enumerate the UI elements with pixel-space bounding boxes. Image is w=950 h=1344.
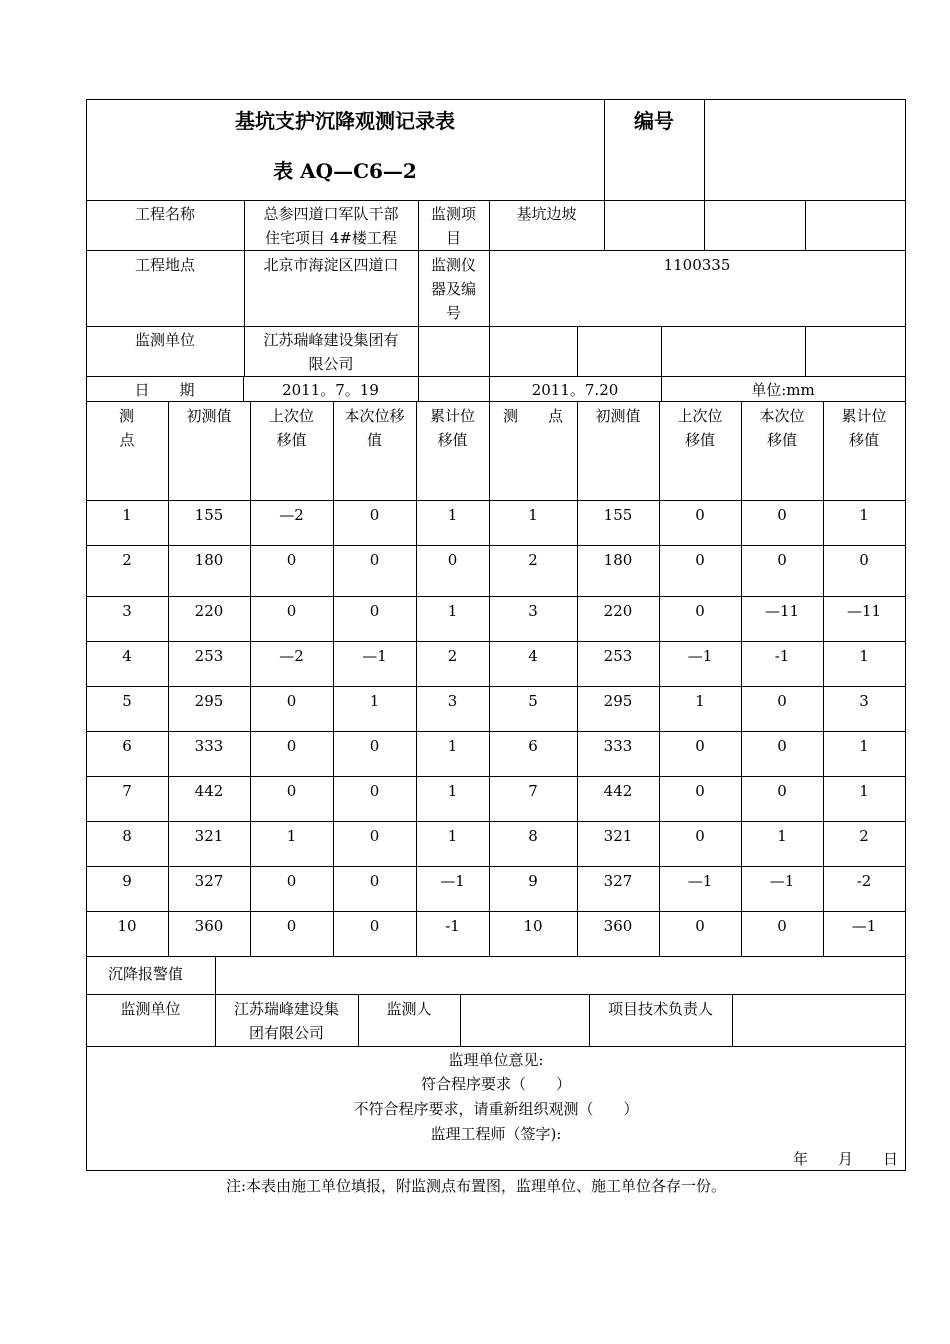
col-prev-2-line: 移值 xyxy=(684,431,715,449)
cell-cumulative-2: 1 xyxy=(859,647,869,665)
cell-initial-2: 253 xyxy=(603,647,633,665)
date-second: 2011。7.20 xyxy=(531,381,619,399)
cell-initial: 327 xyxy=(194,872,224,890)
cell-prev: —2 xyxy=(279,506,304,524)
col-current-line: 本次位移 xyxy=(344,407,405,425)
cell-prev: 1 xyxy=(286,827,297,845)
cell-cumulative: 1 xyxy=(447,737,458,755)
footer-unit-value xyxy=(215,997,358,1045)
col-current xyxy=(333,404,416,452)
signature-date: 年 月 日 xyxy=(792,1150,898,1168)
cell-point-2: 7 xyxy=(528,782,538,800)
cell-current: 0 xyxy=(369,506,380,524)
instrument-label-line: 号 xyxy=(445,304,461,322)
footer-unit-value-line: 团有限公司 xyxy=(248,1024,324,1042)
cell-cumulative-2: 2 xyxy=(859,827,869,845)
measure-unit: 单位:mm xyxy=(751,381,815,399)
cell-initial-2: 321 xyxy=(603,827,633,845)
cell-initial: 180 xyxy=(194,551,224,569)
cell-cumulative-2: 1 xyxy=(859,506,869,524)
cell-current: 0 xyxy=(369,551,380,569)
cell-prev: 0 xyxy=(286,872,297,890)
col-prev-line: 移值 xyxy=(276,431,307,449)
cell-point-2: 5 xyxy=(528,692,538,710)
cell-initial-2: 220 xyxy=(603,602,633,620)
cell-prev-2: 0 xyxy=(695,827,705,845)
cell-point-2: 6 xyxy=(528,737,538,755)
monitor-item-label-line: 监测项 xyxy=(430,205,476,223)
cell-current-2: 0 xyxy=(777,917,787,935)
noncompliant-option[interactable]: 不符合程序要求，请重新组织观测（ ） xyxy=(353,1100,639,1118)
cell-initial-2: 327 xyxy=(603,872,633,890)
cell-cumulative: 0 xyxy=(447,551,458,569)
col-initial: 初测值 xyxy=(186,407,232,425)
compliant-option[interactable]: 符合程序要求（ ） xyxy=(420,1075,571,1093)
cell-point-2: 1 xyxy=(528,506,538,524)
cell-current: —1 xyxy=(362,647,387,665)
cell-current-2: 0 xyxy=(777,506,787,524)
cell-initial: 442 xyxy=(194,782,224,800)
cell-cumulative-2: 1 xyxy=(859,737,869,755)
cell-prev-2: 0 xyxy=(695,506,705,524)
cell-cumulative-2: 0 xyxy=(859,551,869,569)
instrument-value: 1100335 xyxy=(663,256,731,274)
project-name-line: 总参四道口军队干部 xyxy=(263,205,399,223)
cell-point-2: 2 xyxy=(528,551,538,569)
cell-current-2: 0 xyxy=(777,692,787,710)
cell-cumulative: —1 xyxy=(440,872,465,890)
cell-point: 2 xyxy=(122,551,132,569)
cell-point-2: 10 xyxy=(523,917,543,935)
cell-cumulative: 1 xyxy=(447,782,458,800)
cell-initial: 360 xyxy=(194,917,224,935)
cell-current-2: 0 xyxy=(777,737,787,755)
cell-initial-2: 295 xyxy=(603,692,633,710)
alarm-label: 沉降报警值 xyxy=(108,965,184,983)
supervision-opinion: 监理单位意见: xyxy=(448,1051,544,1069)
col-point-line: 点 xyxy=(119,431,135,449)
project-name-line: 住宅项目 4#楼工程 xyxy=(265,229,397,247)
cell-initial: 220 xyxy=(194,602,224,620)
cell-point-2: 3 xyxy=(528,602,538,620)
cell-current-2: 0 xyxy=(777,551,787,569)
cell-prev: 0 xyxy=(286,551,297,569)
cell-initial-2: 155 xyxy=(603,506,633,524)
cell-initial-2: 333 xyxy=(603,737,633,755)
cell-current: 0 xyxy=(369,872,380,890)
col-prev xyxy=(250,404,333,452)
col-point xyxy=(86,404,168,452)
cell-prev-2: 0 xyxy=(695,602,705,620)
cell-current-2: 0 xyxy=(777,782,787,800)
cell-point: 10 xyxy=(117,917,137,935)
cell-current-2: 1 xyxy=(777,827,787,845)
instrument-label-line: 监测仪 xyxy=(430,256,476,274)
location-label: 工程地点 xyxy=(134,256,195,274)
col-cumulative xyxy=(416,404,489,452)
footer-unit-value-line: 江苏瑞峰建设集 xyxy=(233,1000,339,1018)
col-point-line: 测 xyxy=(118,407,134,425)
unit-value-line: 江苏瑞峰建设集团有 xyxy=(263,331,399,349)
cell-cumulative: 1 xyxy=(447,827,458,845)
cell-prev: 0 xyxy=(286,782,297,800)
cell-point: 9 xyxy=(122,872,132,890)
instrument-label-line: 器及编 xyxy=(430,280,476,298)
cell-prev-2: 0 xyxy=(695,782,705,800)
project-name-value xyxy=(244,202,418,250)
monitor-item-label-line: 目 xyxy=(445,229,461,247)
col-current-2-line: 本次位 xyxy=(759,407,805,425)
cell-current: 1 xyxy=(369,692,380,710)
col-prev-2 xyxy=(659,404,741,452)
cell-cumulative: 1 xyxy=(447,506,458,524)
cell-cumulative: -1 xyxy=(445,917,460,935)
cell-point-2: 8 xyxy=(528,827,538,845)
cell-current: 0 xyxy=(369,827,380,845)
cell-cumulative-2: 1 xyxy=(859,782,869,800)
engineer-signature: 监理工程师（签字): xyxy=(430,1125,562,1143)
cell-prev: 0 xyxy=(286,602,297,620)
footnote: 注:本表由施工单位填报，附监测点布置图，监理单位、施工单位各存一份。 xyxy=(225,1177,727,1195)
cell-initial: 253 xyxy=(194,647,224,665)
cell-prev-2: 0 xyxy=(695,917,705,935)
cell-cumulative-2: 3 xyxy=(859,692,869,710)
monitor-item-value: 基坑边坡 xyxy=(516,205,577,223)
cell-initial: 155 xyxy=(194,506,224,524)
number-label: 编号 xyxy=(634,109,674,133)
cell-current-2: —1 xyxy=(769,872,795,890)
cell-point: 4 xyxy=(122,647,132,665)
cell-current: 0 xyxy=(369,737,380,755)
cell-cumulative-2: -2 xyxy=(856,872,872,890)
cell-point: 5 xyxy=(122,692,132,710)
cell-point: 1 xyxy=(122,506,132,524)
cell-current: 0 xyxy=(369,602,380,620)
monitor-item-label xyxy=(418,202,489,250)
date-label: 日 期 xyxy=(134,381,195,399)
col-prev-2-line: 上次位 xyxy=(677,407,723,425)
col-cumulative-2-line: 移值 xyxy=(848,431,879,449)
cell-point: 8 xyxy=(122,827,132,845)
project-name-label: 工程名称 xyxy=(134,205,195,223)
cell-point: 6 xyxy=(122,737,132,755)
cell-initial-2: 442 xyxy=(603,782,633,800)
col-cumulative-line: 累计位 xyxy=(429,407,475,425)
cell-prev-2: 1 xyxy=(695,692,705,710)
cell-cumulative: 2 xyxy=(447,647,458,665)
cell-initial: 321 xyxy=(194,827,224,845)
cell-initial-2: 360 xyxy=(603,917,633,935)
col-cumulative-2-line: 累计位 xyxy=(841,407,887,425)
col-cumulative-line: 移值 xyxy=(437,431,468,449)
cell-initial: 295 xyxy=(194,692,224,710)
location-value: 北京市海淀区四道口 xyxy=(263,256,399,274)
cell-point: 3 xyxy=(122,602,132,620)
cell-prev-2: 0 xyxy=(695,551,705,569)
cell-prev-2: 0 xyxy=(695,737,705,755)
cell-point: 7 xyxy=(122,782,132,800)
unit-value-line: 限公司 xyxy=(308,355,354,373)
cell-initial: 333 xyxy=(194,737,224,755)
form-code: 表 AQ—C6—2 xyxy=(273,159,417,183)
cell-current-2: -1 xyxy=(774,647,790,665)
unit-label: 监测单位 xyxy=(134,331,195,349)
col-current-2-line: 移值 xyxy=(766,431,797,449)
cell-point-2: 4 xyxy=(528,647,538,665)
tech-lead-label: 项目技术负责人 xyxy=(607,1000,713,1018)
cell-cumulative: 3 xyxy=(447,692,458,710)
col-prev-line: 上次位 xyxy=(268,407,314,425)
form-title: 基坑支护沉降观测记录表 xyxy=(235,109,455,133)
cell-current: 0 xyxy=(369,782,380,800)
cell-cumulative-2: —1 xyxy=(851,917,877,935)
cell-cumulative: 1 xyxy=(447,602,458,620)
col-cumulative-2 xyxy=(823,404,905,452)
date-first: 2011。7。19 xyxy=(282,381,379,399)
monitor-person-label: 监测人 xyxy=(386,1000,432,1018)
cell-prev-2: —1 xyxy=(687,872,713,890)
unit-value xyxy=(244,328,418,376)
instrument-label xyxy=(418,253,489,325)
cell-prev: 0 xyxy=(286,737,297,755)
col-current-2 xyxy=(741,404,823,452)
cell-prev: —2 xyxy=(279,647,304,665)
cell-initial-2: 180 xyxy=(603,551,633,569)
footer-unit-label: 监测单位 xyxy=(120,1000,181,1018)
cell-cumulative-2: —11 xyxy=(846,602,882,620)
col-initial-2: 初测值 xyxy=(595,407,641,425)
cell-prev: 0 xyxy=(286,917,297,935)
col-point-2: 测 点 xyxy=(502,407,563,425)
cell-prev-2: —1 xyxy=(687,647,713,665)
col-current-line: 值 xyxy=(366,431,382,449)
cell-prev: 0 xyxy=(286,692,297,710)
cell-current: 0 xyxy=(369,917,380,935)
cell-point-2: 9 xyxy=(528,872,538,890)
cell-current-2: —11 xyxy=(764,602,800,620)
